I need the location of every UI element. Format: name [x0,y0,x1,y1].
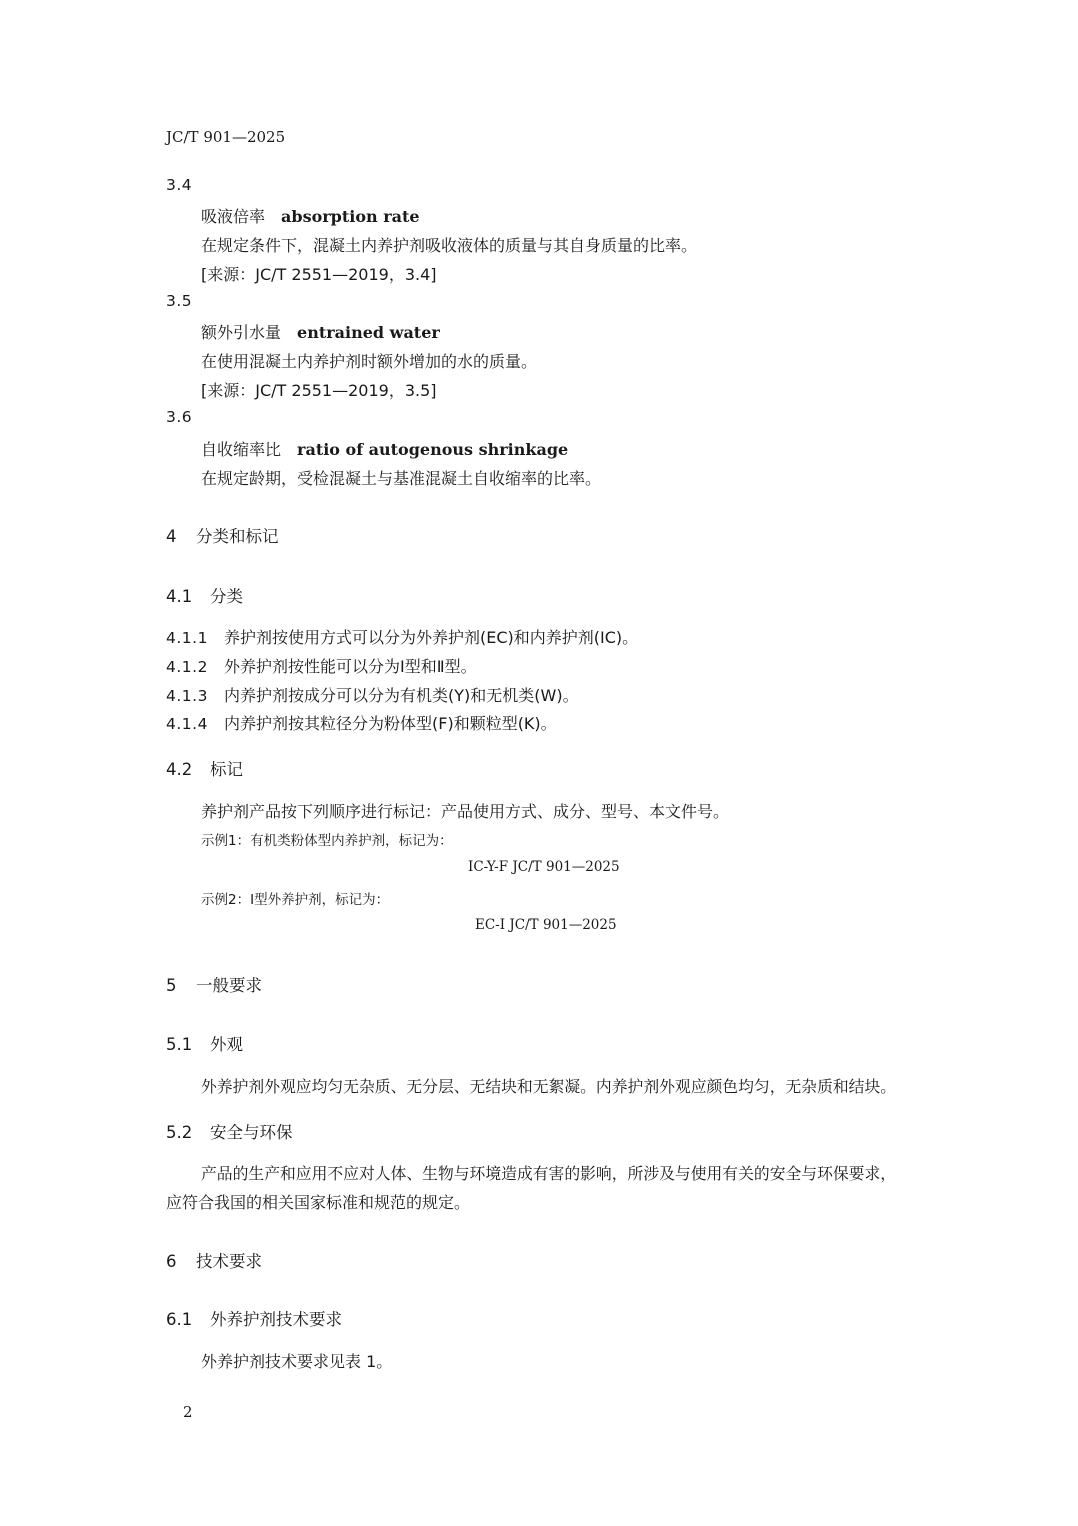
section-title: 一般要求 [196,976,262,995]
term-zh: 额外引水量 [201,323,282,342]
section-title: 分类和标记 [196,527,279,546]
term-heading [201,320,440,343]
term-source: [来源：JC/T 2551—2019，3.4] [201,265,437,284]
document-code: JC/T 901—2025 [166,128,286,146]
marking-paragraph: 养护剂产品按下列顺序进行标记：产品使用方式、成分、型号、本文件号。 [201,802,730,821]
subsection-number: 4.1 [166,587,193,606]
clause-text: 内养护剂按其粒径分为粉体型(F)和颗粒型(K)。 [224,714,557,733]
tech-req-paragraph: 外养护剂技术要求见表 1。 [201,1352,393,1371]
example-label: 示例2：Ⅰ型外养护剂，标记为： [201,892,390,908]
term-zh: 吸液倍率 [201,207,266,226]
appearance-paragraph: 外养护剂外观应均匀无杂质、无分层、无结块和无絮凝。内养护剂外观应颜色均匀，无杂质和结块。 [201,1077,897,1096]
subsection-heading [166,1306,342,1330]
term-definition: 在规定龄期，受检混凝土与基准混凝土自收缩率的比率。 [201,469,602,488]
example-code: EC-I JC/T 901—2025 [475,917,617,933]
clause-item [166,711,557,734]
clause-number: 4.1.2 [166,658,208,676]
subsection-number: 4.2 [166,760,193,779]
section-title: 技术要求 [196,1252,262,1271]
term-definition: 在规定条件下，混凝土内养护剂吸收液体的质量与其自身质量的比率。 [201,236,698,255]
page-number: 2 [183,1403,193,1421]
term-en: ratio of autogenous shrinkage [297,440,569,459]
term-definition: 在使用混凝土内养护剂时额外增加的水的质量。 [201,352,538,371]
clause-item [166,654,477,677]
term-number: 3.4 [166,176,193,194]
subsection-number: 5.2 [166,1123,193,1142]
term-source: [来源：JC/T 2551—2019，3.5] [201,381,437,400]
subsection-title: 标记 [210,760,243,779]
clause-number: 4.1.1 [166,629,208,647]
term-en: absorption rate [281,207,420,226]
subsection-heading [166,1119,293,1143]
example-code: IC-Y-F JC/T 901—2025 [468,859,620,875]
safety-paragraph-line2: 应符合我国的相关国家标准和规范的规定。 [166,1193,471,1212]
clause-number: 4.1.3 [166,687,208,705]
subsection-heading [166,583,243,607]
term-zh: 自收缩率比 [201,440,282,459]
section-heading [166,523,279,547]
subsection-title: 分类 [210,587,243,606]
clause-number: 4.1.4 [166,715,208,733]
term-number: 3.5 [166,292,193,310]
clause-item [166,683,579,706]
clause-text: 内养护剂按成分可以分为有机类(Y)和无机类(W)。 [224,686,579,705]
subsection-heading [166,756,243,780]
clause-item [166,625,638,648]
section-number: 4 [166,527,177,546]
clause-text: 养护剂按使用方式可以分为外养护剂(EC)和内养护剂(IC)。 [224,628,639,647]
example-label: 示例1：有机类粉体型内养护剂，标记为： [201,833,453,849]
term-heading [201,204,420,227]
subsection-number: 6.1 [166,1310,193,1329]
section-heading [166,1248,262,1272]
section-number: 5 [166,976,177,995]
subsection-title: 外观 [210,1035,243,1054]
term-heading [201,437,568,460]
safety-paragraph-line1: 产品的生产和应用不应对人体、生物与环境造成有害的影响，所涉及与使用有关的安全与环保要求， [201,1164,897,1183]
subsection-number: 5.1 [166,1035,193,1054]
clause-text: 外养护剂按性能可以分为Ⅰ型和Ⅱ型。 [224,657,477,676]
subsection-title: 外养护剂技术要求 [210,1310,342,1329]
section-heading [166,972,262,996]
subsection-heading [166,1031,243,1055]
term-number: 3.6 [166,408,193,426]
section-number: 6 [166,1252,177,1271]
term-en: entrained water [297,323,440,342]
subsection-title: 安全与环保 [210,1123,293,1142]
